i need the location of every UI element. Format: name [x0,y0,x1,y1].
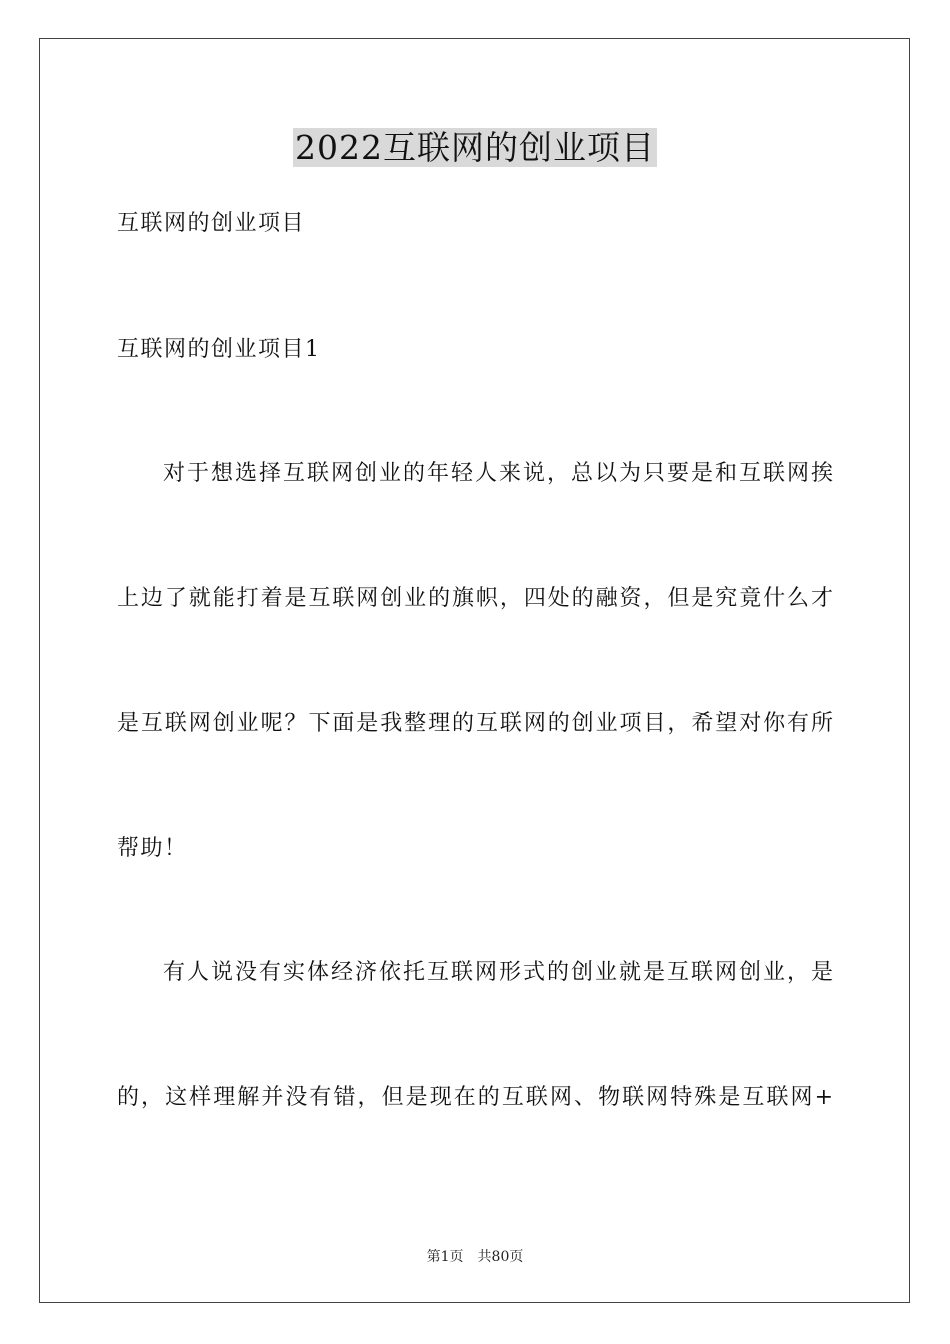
paragraph-line: 是互联网创业呢？下面是我整理的互联网的创业项目，希望对你有所 [117,711,833,736]
page-total: 共80页 [477,1249,524,1265]
paragraph-line: 帮助！ [117,836,188,861]
paragraph-line: 上边了就能打着是互联网创业的旗帜，四处的融资，但是究竟什么才 [117,586,833,611]
paragraph-line: 对于想选择互联网创业的年轻人来说，总以为只要是和互联网挨 [163,461,833,486]
page-number: 第1页 [426,1249,464,1265]
document-title-text: 2022互联网的创业项目 [295,128,655,167]
paragraph-line: 有人说没有实体经济依托互联网形式的创业就是互联网创业，是 [163,960,833,985]
subsection-heading: 互联网的创业项目1 [117,337,321,362]
document-title [0,126,950,170]
paragraph-line: 的，这样理解并没有错，但是现在的互联网、物联网特殊是互联网+ [117,1085,833,1110]
section-heading: 互联网的创业项目 [117,211,306,236]
page-footer [0,1248,950,1266]
